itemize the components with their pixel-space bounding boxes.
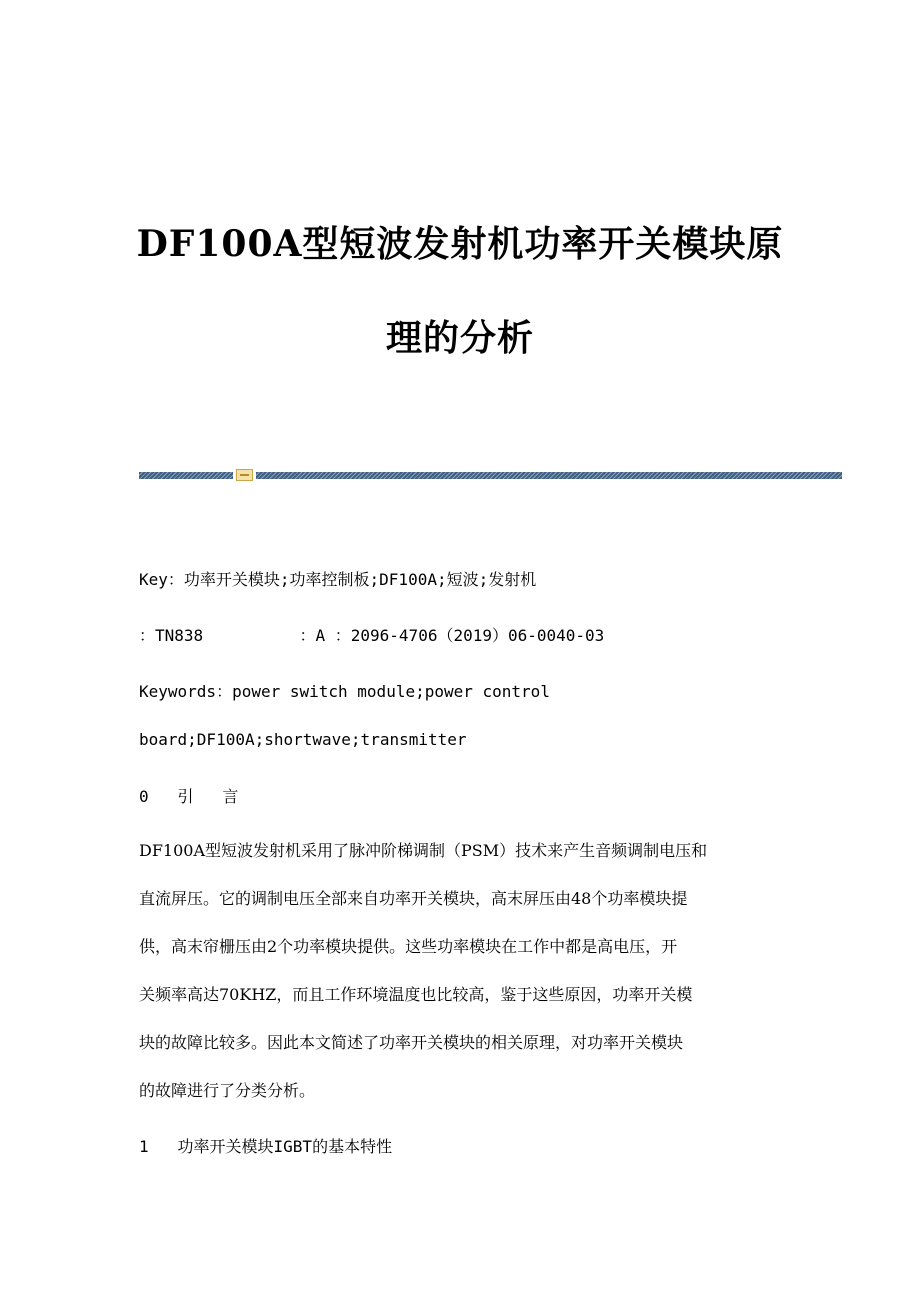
divider-bar-right — [256, 472, 842, 479]
paragraph-line-1: DF100A型短波发射机采用了脉冲阶梯调制（PSM）技术来产生音频调制电压和 — [139, 841, 708, 860]
key-line: Key：功率开关模块;功率控制板;DF100A;短波;发射机 — [139, 570, 537, 589]
divider-bar-left — [139, 472, 233, 479]
decorative-divider — [139, 469, 842, 481]
paragraph-line-4: 关频率高达70KHZ，而且工作环境温度也比较高，鉴于这些原因，功率开关模 — [139, 985, 693, 1004]
paragraph-line-2: 直流屏压。它的调制电压全部来自功率开关模块，高末屏压由48个功率模块提 — [139, 889, 688, 908]
paragraph-line-6: 的故障进行了分类分析。 — [139, 1081, 316, 1100]
document-title-line-1: DF100A型短波发射机功率开关模块原 — [136, 223, 784, 265]
classification-line: ：TN838 ：A ：2096-4706（2019）06-0040-03 — [139, 626, 605, 645]
paragraph-line-5: 块的故障比较多。因此本文简述了功率开关模块的相关原理，对功率开关模块 — [139, 1033, 684, 1052]
divider-ornament-icon — [236, 469, 253, 481]
document-title-line-2: 理的分析 — [385, 317, 534, 359]
section-1-heading: 1 功率开关模块IGBT的基本特性 — [139, 1137, 393, 1156]
keywords-line-1: Keywords：power switch module;power control — [139, 682, 550, 701]
keywords-line-2: board;DF100A;shortwave;transmitter — [139, 730, 467, 749]
paragraph-line-3: 供，高末帘栅压由2个功率模块提供。这些功率模块在工作中都是高电压，开 — [139, 937, 678, 956]
section-0-heading: 0 引 言 — [139, 787, 239, 806]
